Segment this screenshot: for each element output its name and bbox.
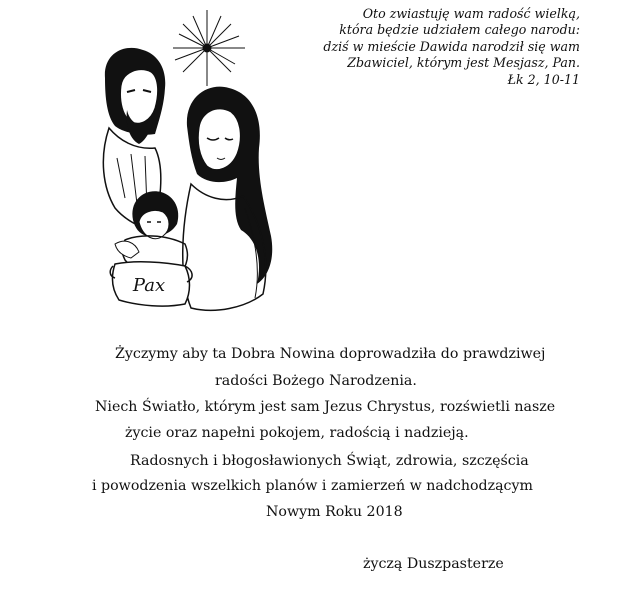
wishes-line: Życzymy aby ta Dobra Nowina doprowadziła do prawdziwej <box>115 346 546 362</box>
wishes-line: radości Bożego Narodzenia. <box>215 373 417 389</box>
star-icon <box>173 10 245 86</box>
quote-line: Zbawiciel, którym jest Mesjasz, Pan. <box>347 55 580 71</box>
bible-quote <box>280 6 580 88</box>
signature: życzą Duszpasterze <box>363 556 504 572</box>
wishes-line: Niech Światło, którym jest sam Jezus Chrystus, rozświetli nasze <box>95 399 556 415</box>
quote-line: dziś w mieście Dawida narodził się wam <box>323 38 580 54</box>
quote-reference: Łk 2, 10-11 <box>507 71 580 87</box>
quote-line: Oto zwiastuję wam radość wielką, <box>362 6 580 21</box>
wishes-line: Radosnych i błogosławionych Świąt, zdrowia, szczęścia <box>130 453 529 469</box>
wishes-line: Nowym Roku 2018 <box>266 504 403 520</box>
wishes-line: i powodzenia wszelkich planów i zamierzeń w nadchodzącym <box>92 478 533 494</box>
pax-scroll <box>110 262 192 306</box>
mary-figure <box>183 87 273 311</box>
scroll-text: Pax <box>132 275 166 296</box>
quote-line: która będzie udziałem całego narodu: <box>339 22 580 38</box>
wishes-line: życie oraz napełni pokojem, radością i nadzieją. <box>125 425 469 441</box>
